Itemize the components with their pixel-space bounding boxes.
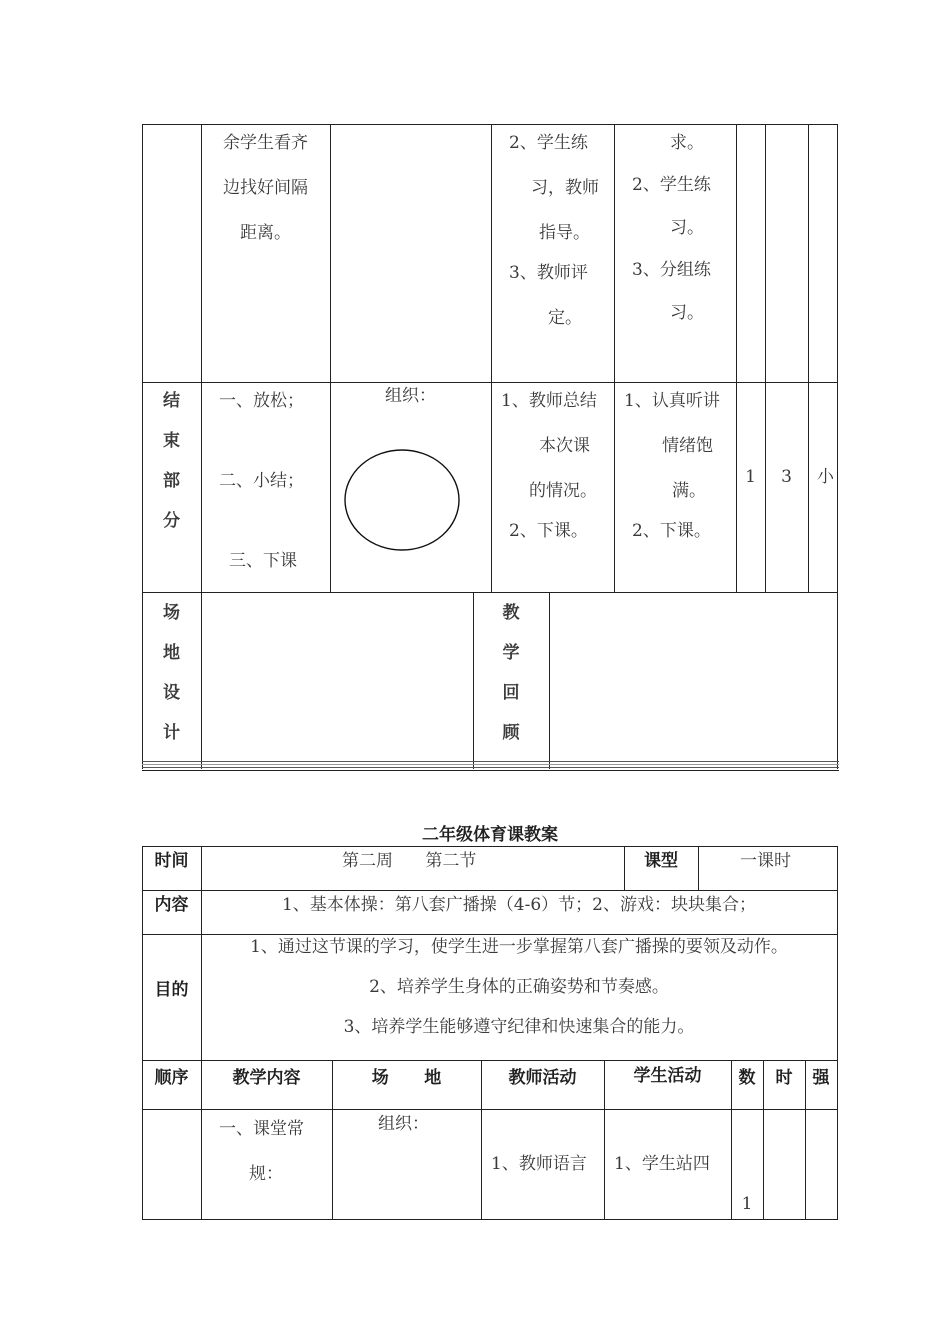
header-teacher: 教师活动 (508, 1068, 577, 1088)
teacher-line: 定。 (548, 308, 582, 328)
goal-label: 目的 (154, 980, 189, 1000)
lesson-title: 二年级体育课教案 (422, 825, 558, 845)
section-char: 部 (163, 471, 180, 491)
goal-line: 1、通过这节课的学习，使学生进一步掌握第八套广播操的要领及动作。 (250, 937, 788, 957)
header-site: 场 地 (371, 1068, 442, 1088)
time-value: 第二周 第二节 (342, 851, 477, 871)
teacher-line: 1、教师总结 (501, 391, 597, 411)
section-char: 分 (163, 511, 180, 531)
content-line: 二、小结； (219, 471, 304, 491)
end-org-label: 组织： (385, 386, 436, 406)
end-count: 1 (745, 467, 756, 487)
section-char: 束 (163, 431, 180, 451)
student-line: 3、分组练 (632, 260, 711, 280)
section-char: 结 (163, 391, 180, 411)
header-intensity: 强 (812, 1068, 830, 1088)
routine-count: 1 (741, 1194, 753, 1214)
student-line: 2、学生练 (632, 175, 711, 195)
teacher-line: 指导。 (539, 223, 590, 243)
teacher-line: 习，教师 (531, 178, 599, 198)
teacher-line: 2、下课。 (509, 521, 588, 541)
site-char: 设 (163, 683, 180, 703)
review-char: 顾 (502, 723, 520, 743)
student-line: 2、下课。 (632, 521, 711, 541)
site-char: 地 (163, 643, 180, 663)
goal-line: 3、培养学生能够遵守纪律和快速集合的能力。 (343, 1017, 695, 1037)
review-char: 学 (502, 643, 520, 663)
content-line: 一、课堂常 (219, 1119, 304, 1139)
content-line: 一、放松； (219, 391, 304, 411)
site-char: 计 (163, 723, 180, 743)
routine-student: 1、学生站四 (614, 1154, 710, 1174)
content-line: 三、下课 (229, 551, 297, 571)
content-line: 余学生看齐 (223, 133, 308, 153)
student-line: 1、认真听讲 (624, 391, 720, 411)
teacher-line: 的情况。 (529, 481, 597, 501)
student-line: 求。 (670, 133, 704, 153)
content-label: 内容 (154, 895, 189, 915)
student-line: 习。 (670, 303, 704, 323)
header-student: 学生活动 (633, 1066, 702, 1086)
teacher-line: 本次课 (539, 436, 590, 456)
content-line: 规： (249, 1164, 283, 1184)
teacher-line: 2、学生练 (509, 133, 588, 153)
type-value: 一课时 (740, 851, 791, 871)
header-count: 数 (738, 1068, 756, 1088)
student-line: 习。 (670, 218, 704, 238)
circle-formation-diagram (342, 448, 464, 552)
student-line: 情绪饱 (662, 436, 713, 456)
site-char: 场 (163, 603, 180, 623)
header-time: 时 (775, 1068, 793, 1088)
routine-org-label: 组织： (378, 1114, 429, 1134)
content-line: 边找好间隔 (223, 178, 308, 198)
type-label: 课型 (644, 851, 678, 871)
goal-line: 2、培养学生身体的正确姿势和节奏感。 (369, 977, 669, 997)
content-line: 距离。 (240, 223, 291, 243)
time-label: 时间 (154, 851, 189, 871)
student-line: 满。 (672, 481, 706, 501)
header-content: 教学内容 (232, 1068, 301, 1088)
routine-teacher: 1、教师语言 (491, 1154, 587, 1174)
header-order: 顺序 (154, 1068, 189, 1088)
teacher-line: 3、教师评 (509, 263, 588, 283)
content-value: 1、基本体操：第八套广播操（4-6）节；2、游戏：块块集合； (281, 895, 756, 915)
end-time: 3 (781, 467, 792, 487)
review-char: 回 (502, 683, 520, 703)
review-char: 教 (502, 603, 520, 623)
end-intensity: 小 (817, 467, 834, 487)
